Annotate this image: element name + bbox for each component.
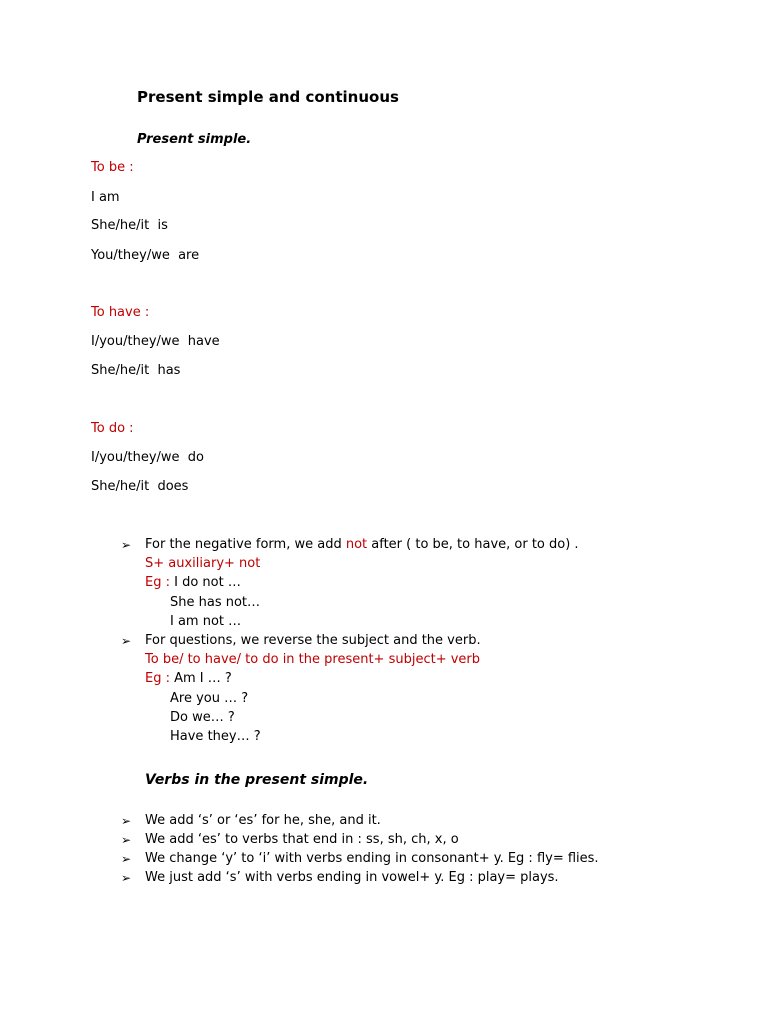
questions-example: Do we… ? bbox=[170, 710, 235, 725]
to-have-line: She/he/it has bbox=[91, 363, 181, 378]
section-subtitle: Present simple. bbox=[137, 132, 252, 147]
questions-rule: To be/ to have/ to do in the present+ subject+ verb bbox=[145, 652, 481, 667]
verbs-rule-item: We add ‘s’ or ‘es’ for he, she, and it. bbox=[145, 813, 381, 828]
negative-text-before: For the negative form, we add bbox=[145, 537, 346, 552]
arrow-bullet-icon: ➢ bbox=[121, 814, 132, 828]
example-text: Am I … ? bbox=[169, 671, 232, 686]
verbs-rule-item: We change ‘y’ to ‘i’ with verbs ending in consonant+ y. Eg : fly= flies. bbox=[145, 851, 599, 866]
to-do-line: I/you/they/we do bbox=[91, 450, 204, 465]
arrow-bullet-icon: ➢ bbox=[121, 833, 132, 847]
questions-text: For questions, we reverse the subject and the verb. bbox=[145, 633, 481, 648]
negative-text-after: after ( to be, to have, or to do) . bbox=[367, 537, 579, 552]
to-be-heading: To be : bbox=[91, 160, 134, 175]
to-do-heading: To do : bbox=[91, 421, 134, 436]
arrow-bullet-icon: ➢ bbox=[121, 871, 132, 885]
to-be-line: You/they/we are bbox=[91, 248, 200, 263]
to-have-heading: To have : bbox=[91, 305, 150, 320]
page-title: Present simple and continuous bbox=[137, 88, 399, 106]
to-be-line: I am bbox=[91, 190, 120, 205]
questions-example: Have they… ? bbox=[170, 729, 261, 744]
eg-label: Eg : bbox=[145, 671, 170, 686]
eg-label: Eg : bbox=[145, 575, 170, 590]
questions-example: Are you … ? bbox=[170, 691, 249, 706]
verbs-rule-item: We just add ‘s’ with verbs ending in vowel+ y. Eg : play= plays. bbox=[145, 870, 559, 885]
negative-keyword: not bbox=[345, 537, 368, 552]
questions-example bbox=[145, 671, 232, 687]
negative-example bbox=[145, 575, 241, 591]
arrow-bullet-icon: ➢ bbox=[121, 538, 132, 552]
verbs-rule-item: We add ‘es’ to verbs that end in : ss, sh, ch, x, o bbox=[145, 832, 459, 847]
to-do-line: She/he/it does bbox=[91, 479, 189, 494]
negative-example: She has not… bbox=[170, 595, 261, 610]
to-be-line: She/he/it is bbox=[91, 218, 168, 233]
arrow-bullet-icon: ➢ bbox=[121, 634, 132, 648]
example-text: I do not … bbox=[169, 575, 241, 590]
negative-form-text bbox=[145, 537, 579, 553]
arrow-bullet-icon: ➢ bbox=[121, 852, 132, 866]
to-have-line: I/you/they/we have bbox=[91, 334, 220, 349]
verbs-section-heading: Verbs in the present simple. bbox=[145, 772, 369, 788]
negative-rule: S+ auxiliary+ not bbox=[145, 556, 261, 571]
negative-example: I am not … bbox=[170, 614, 242, 629]
